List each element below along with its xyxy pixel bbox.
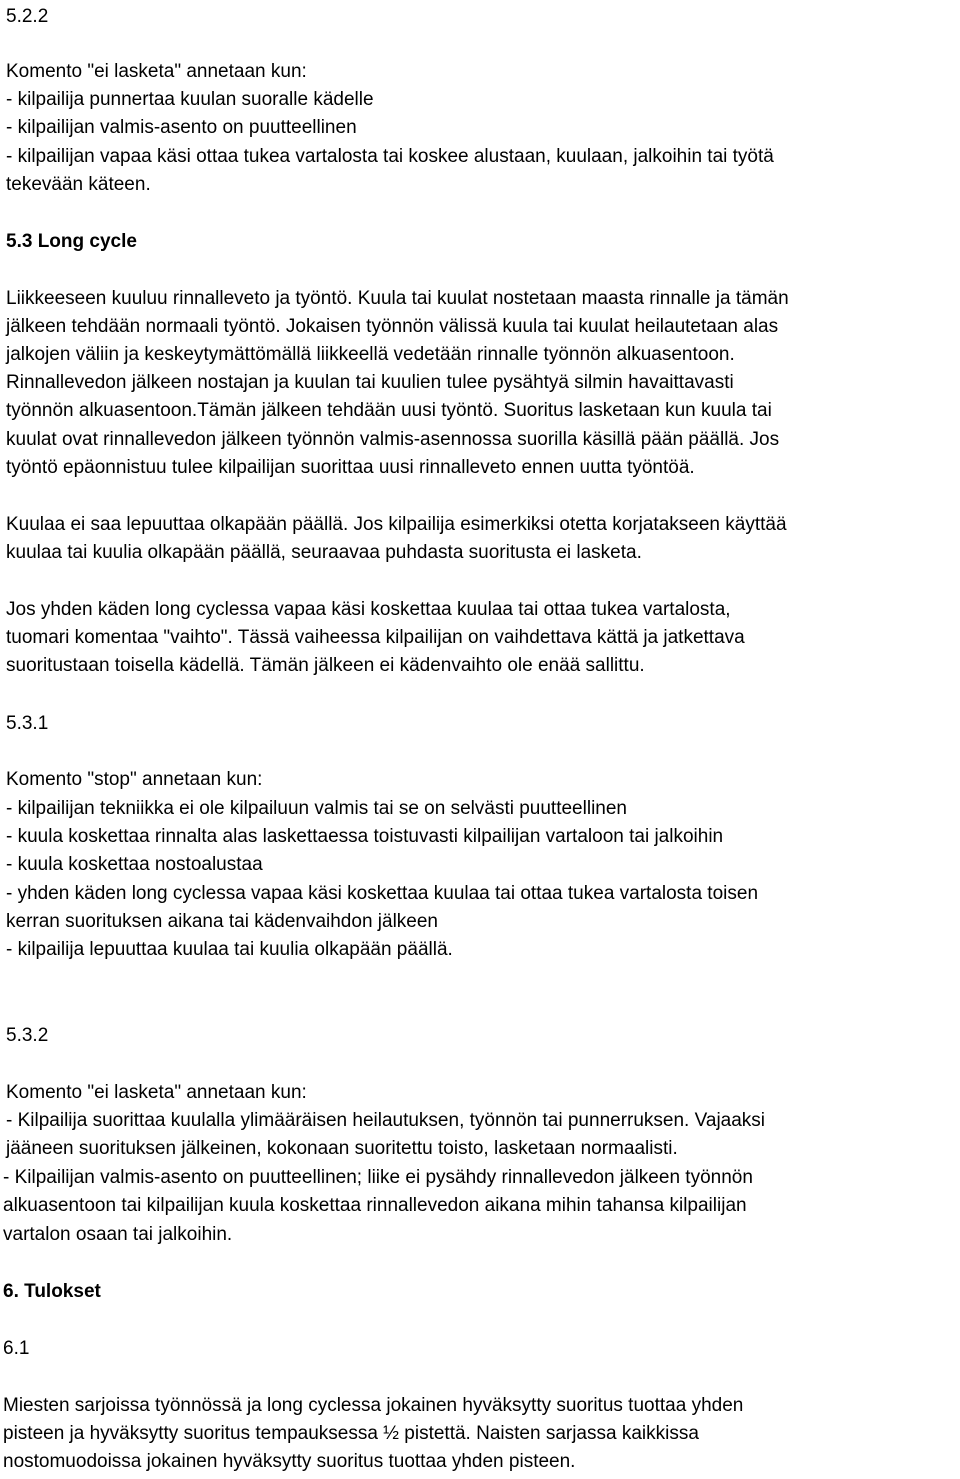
section-5-3-2-item: alkuasentoon tai kilpailijan kuula koskettaa rinnallevedon aikana mihin tahansa kilpailijan xyxy=(3,1195,747,1216)
section-5-3-2-item: - Kilpailija suorittaa kuulalla ylimääräisen heilautuksen, työnnön tai punnerruksen. Vajaaksi xyxy=(6,1110,766,1131)
section-heading-6: 6. Tulokset xyxy=(3,1281,101,1302)
section-5-3-para3-line: suoritustaan toisella kädellä. Tämän jälkeen ei kädenvaihto ole enää sallittu. xyxy=(6,655,645,676)
section-5-3-para2-line: Kuulaa ei saa lepuuttaa olkapään päällä. Jos kilpailija esimerkiksi otetta korjatakseen käyttää xyxy=(6,514,787,535)
section-number-5-3-2: 5.3.2 xyxy=(6,1025,49,1046)
section-number-6-1: 6.1 xyxy=(3,1338,30,1359)
section-5-3-2-item: - Kilpailijan valmis-asento on puutteellinen; liike ei pysähdy rinnallevedon jälkeen työnnön xyxy=(3,1167,753,1188)
section-5-3-1-item: kerran suorituksen aikana tai kädenvaihdon jälkeen xyxy=(6,911,438,932)
section-5-3-1-item: - yhden käden long cyclessa vapaa käsi koskettaa kuulaa tai ottaa tukea vartalosta toisen xyxy=(6,883,759,904)
section-5-3-para1-line: työnnön alkuasentoon.Tämän jälkeen tehdään uusi työntö. Suoritus lasketaan kun kuula tai xyxy=(6,400,772,421)
section-5-3-para2-line: kuulaa tai kuulia olkapään päällä, seuraavaa puhdasta suoritusta ei lasketa. xyxy=(6,542,642,563)
section-5-3-para1-line: työntö epäonnistuu tulee kilpailijan suorittaa uusi rinnalleveto ennen uutta työntöä. xyxy=(6,457,695,478)
section-5-3-para3-line: tuomari komentaa "vaihto". Tässä vaiheessa kilpailijan on vaihdettava kättä ja jatkettava xyxy=(6,627,745,648)
section-5-3-2-item: jääneen suorituksen jälkeinen, kokonaan suoritettu toisto, lasketaan normaalisti. xyxy=(6,1138,678,1159)
section-5-2-2-item: - kilpailijan vapaa käsi ottaa tukea vartalosta tai koskee alustaan, kuulaan, jalkoihin tai työtä xyxy=(6,146,774,167)
section-number-5-2-2: 5.2.2 xyxy=(6,6,49,27)
section-5-3-1-item: - kuula koskettaa nostoalustaa xyxy=(6,854,263,875)
section-5-3-para3-line: Jos yhden käden long cyclessa vapaa käsi koskettaa kuulaa tai ottaa tukea vartalosta, xyxy=(6,599,731,620)
section-6-1-para-line: Miesten sarjoissa työnnössä ja long cyclessa jokainen hyväksytty suoritus tuottaa yhden xyxy=(3,1395,744,1416)
section-6-1-para-line: nostomuodoissa jokainen hyväksytty suoritus tuottaa yhden pisteen. xyxy=(3,1451,576,1472)
section-5-2-2-item: - kilpailijan valmis-asento on puutteellinen xyxy=(6,117,357,138)
section-5-3-para1-line: jalkojen väliin ja keskeytymättömällä liikkeellä vedetään rinnalle työnnön alkuasentoon. xyxy=(6,344,735,365)
section-5-2-2-item: - kilpailija punnertaa kuulan suoralle kädelle xyxy=(6,89,374,110)
section-5-3-1-item: - kilpailija lepuuttaa kuulaa tai kuulia olkapään päällä. xyxy=(6,939,453,960)
section-5-3-2-intro: Komento "ei lasketa" annetaan kun: xyxy=(6,1082,307,1103)
section-5-3-1-item: - kilpailijan tekniikka ei ole kilpailuun valmis tai se on selvästi puutteellinen xyxy=(6,798,627,819)
section-6-1-para-line: pisteen ja hyväksytty suoritus tempauksessa ½ pistettä. Naisten sarjassa kaikkissa xyxy=(3,1423,699,1444)
section-5-3-1-item: - kuula koskettaa rinnalta alas laskettaessa toistuvasti kilpailijan vartaloon tai jalkoihin xyxy=(6,826,724,847)
section-5-3-para1-line: kuulat ovat rinnallevedon jälkeen työnnön valmis-asennossa suorilla käsillä pään päällä. Jos xyxy=(6,429,780,450)
section-5-2-2-intro: Komento "ei lasketa" annetaan kun: xyxy=(6,61,307,82)
section-5-3-para1-line: Rinnallevedon jälkeen nostajan ja kuulan tai kuulien tulee pysähtyä silmin havaittavasti xyxy=(6,372,734,393)
section-5-3-para1-line: jälkeen tehdään normaali työntö. Jokaisen työnnön välissä kuula tai kuulat heilautetaan alas xyxy=(6,316,779,337)
section-5-3-para1-line: Liikkeeseen kuuluu rinnalleveto ja työntö. Kuula tai kuulat nostetaan maasta rinnalle ja tämän xyxy=(6,288,789,309)
section-5-3-2-item: vartalon osaan tai jalkoihin. xyxy=(3,1224,233,1245)
section-heading-5-3: 5.3 Long cycle xyxy=(6,231,137,252)
section-5-2-2-item: tekevään käteen. xyxy=(6,174,151,195)
section-5-3-1-intro: Komento "stop" annetaan kun: xyxy=(6,769,263,790)
section-number-5-3-1: 5.3.1 xyxy=(6,713,49,734)
